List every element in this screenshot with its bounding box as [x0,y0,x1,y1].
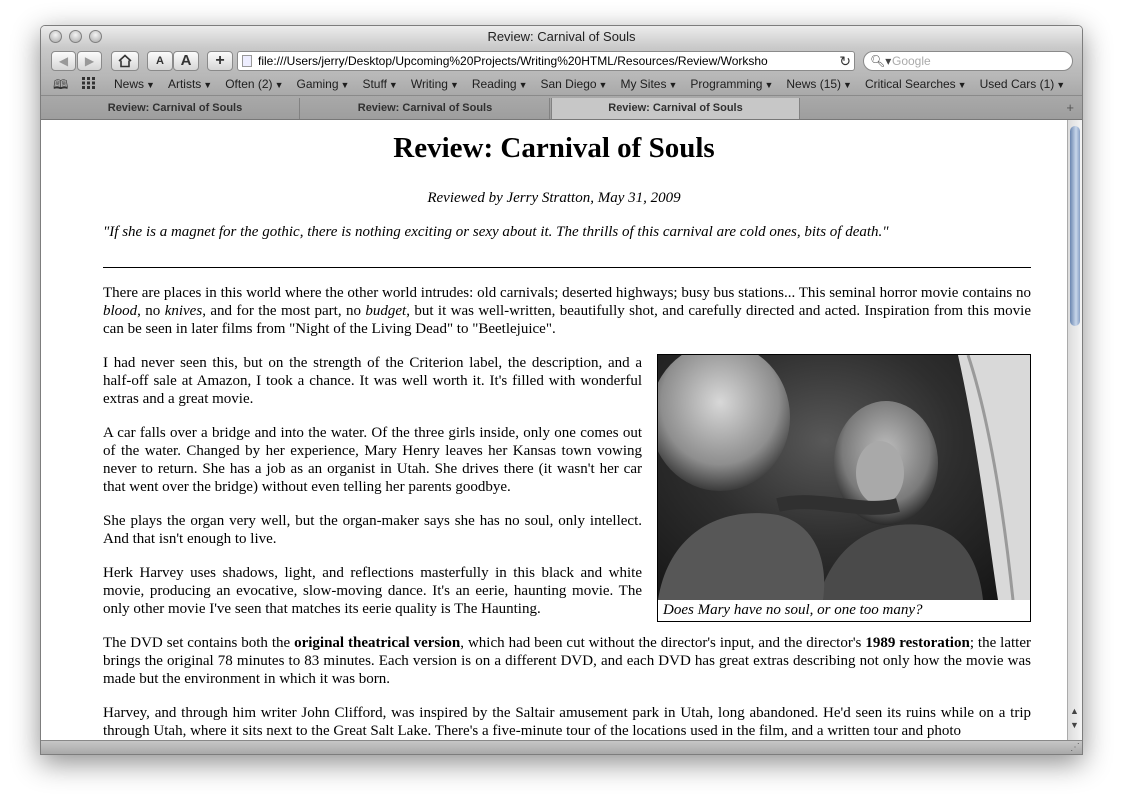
bookmark-folder[interactable] [980,74,1066,96]
bookmark-label: Programming [690,77,763,91]
scroll-down-arrow-icon[interactable]: ▼ [1070,720,1079,730]
bookmark-folder[interactable] [225,74,283,96]
chevron-down-icon: ▼ [274,80,284,90]
chevron-down-icon: ▼ [1056,80,1066,90]
paragraph-dvd [103,634,1031,688]
movie-still-figure [657,354,1031,622]
bookmark-folder[interactable] [472,74,528,96]
paragraph-organ: She plays the organ very well, but the organ-maker says she has no soul, only intellect. And that isn't enough to live. [103,513,642,547]
chevron-down-icon: ▼ [203,80,213,90]
new-tab-icon[interactable]: + [1066,100,1074,115]
title-bar[interactable] [41,26,1082,48]
bold-text: original theatrical version [294,635,461,651]
search-icon: 🔍︎▾ [870,54,892,68]
forward-arrow-icon: ▶ [84,54,95,68]
window-title: Review: Carnival of Souls [487,29,636,44]
bookmarks-bar [41,74,1082,96]
chevron-down-icon: ▼ [449,80,459,90]
page-content [41,120,1067,740]
bookmark-label: News (15) [786,77,842,91]
bookmark-folder[interactable] [114,74,155,96]
url-text[interactable]: file:///Users/jerry/Desktop/Upcoming%20Projects/Writing%20HTML/Resources/Review/Worksho [258,54,768,68]
chevron-down-icon: ▼ [764,80,774,90]
bold-text: 1989 restoration [865,635,970,651]
window-controls [49,30,102,43]
tab-3-active[interactable] [551,98,800,119]
tab-1[interactable] [51,98,300,119]
bookmark-label: Used Cars (1) [979,77,1055,91]
grid-icon[interactable] [81,76,97,93]
chevron-down-icon: ▼ [146,80,155,90]
bookmark-folder[interactable] [690,74,773,96]
page-title: Review: Carnival of Souls [393,132,715,164]
bookmark-label: News [114,77,145,91]
book-icon[interactable]: 🕮︎ [53,77,69,92]
minimize-window-button[interactable] [69,30,82,43]
vertical-scrollbar[interactable] [1067,120,1082,740]
emphasis: budget [365,303,407,319]
paragraph-plot: A car falls over a bridge and into the water. Of the three girls inside, only one comes out of the water. Changed by her experience, Mary Henry leaves her Kansas town vowing never to return. She has a job as an organist in Utah. She drives there (it wasn't her car that went over the bridge) without even telling her parents goodbye. [103,425,642,495]
back-arrow-icon: ◀ [58,54,69,68]
reload-icon[interactable]: ↻ [835,52,851,70]
bookmark-label: Writing [410,77,448,91]
chevron-down-icon: ▼ [598,80,608,90]
forward-button[interactable] [77,51,102,71]
address-bar[interactable] [237,51,855,71]
bookmark-folder[interactable] [786,74,852,96]
paragraph-saltair: Harvey, and through him writer John Clifford, was inspired by the Saltair amusement park in Utah, long abandoned. He'd seen its ruins while on a trip through Utah, where it sits next to the Great Salt Lake. There's a five-minute tour of the locations used in the film, and a written tour and photo [103,705,1031,739]
bookmark-label: Artists [167,77,202,91]
tab-2[interactable] [301,98,550,119]
scroll-up-arrow-icon[interactable]: ▲ [1070,706,1079,716]
font-larger-label: A [180,52,192,69]
close-window-button[interactable] [49,30,62,43]
search-placeholder: Google [892,54,931,68]
status-bar [41,740,1082,754]
text-run: The DVD set contains both the [103,635,295,651]
text-run: , but it was well-written, beautifully shot, and carefully directed and acted. Inspiration from this movie can be seen in later films from "Night of the Living Dead" to "Beetlejuice". [103,303,1032,337]
chevron-down-icon: ▼ [388,80,398,90]
font-larger-button[interactable] [173,51,199,71]
chevron-down-icon: ▼ [957,80,967,90]
emphasis: knives [164,303,203,319]
bookmark-folders [114,74,1065,96]
home-button[interactable] [111,51,139,71]
text-run: There are places in this world where the other world intrudes: old carnivals; deserted highways; busy bus stations... This seminal horror movie contains no [103,285,1031,301]
bookmark-label: Often (2) [225,77,273,91]
scrollbar-thumb[interactable] [1070,126,1080,326]
text-run: , no [137,303,165,319]
chevron-down-icon: ▼ [668,80,678,90]
bookmark-folder[interactable] [865,74,967,96]
font-smaller-button[interactable] [147,51,173,71]
bookmark-label: Critical Searches [864,77,956,91]
bookmark-label: San Diego [540,77,597,91]
bookmark-folder[interactable] [411,74,459,96]
emphasis: blood [103,303,138,319]
bookmark-folder[interactable] [296,74,349,96]
bookmark-folder[interactable] [168,74,212,96]
bookmark-folder[interactable] [620,74,677,96]
resize-grip-icon[interactable]: ⋰ [1070,742,1080,753]
figure-caption: Does Mary have no soul, or one too many? [663,602,923,618]
tab-label: Review: Carnival of Souls [107,102,243,114]
browser-window [40,25,1083,755]
bookmark-folder[interactable] [541,74,608,96]
toolbar [41,48,1082,74]
bookmark-label: Reading [471,77,517,91]
bookmark-label: My Sites [620,77,667,91]
paragraph-intro [103,284,1031,338]
bookmark-label: Gaming [296,77,339,91]
chevron-down-icon: ▼ [518,80,528,90]
byline: Reviewed by Jerry Stratton, May 31, 2009 [427,190,681,206]
tab-bar [41,96,1082,120]
home-icon [118,54,132,68]
text-run: ; the latter brings the original 78 minutes to 83 minutes. Each version is on a different DVD, and each DVD has great extras describing not only how the movie was made but the environment in which it was born. [103,635,1031,687]
tab-label: Review: Carnival of Souls [357,102,493,114]
pull-quote: "If she is a magnet for the gothic, there is nothing exciting or sexy about it. The thrills of this carnival are cold ones, bits of death." [103,224,889,240]
font-smaller-label: A [156,55,164,67]
movie-still-image [658,355,1030,600]
chevron-down-icon: ▼ [843,80,852,90]
search-field[interactable] [863,51,1073,71]
movie-still-drawing [658,355,1030,600]
paragraph-purchase: I had never seen this, but on the strength of the Criterion label, the description, and a half-off sale at Amazon, I took a chance. It was well worth it. It's filled with wonderful extras and a great movie. [103,355,642,407]
page-icon [242,55,252,67]
bookmark-label: Stuff [362,77,387,91]
tab-label: Review: Carnival of Souls [608,102,743,114]
add-bookmark-icon: + [215,52,225,69]
add-bookmark-button[interactable] [207,51,233,71]
chevron-down-icon: ▼ [340,80,350,90]
text-run: , which had been cut without the director's input, and the director's [460,635,866,651]
zoom-window-button[interactable] [89,30,102,43]
paragraph-style: Herk Harvey uses shadows, light, and reflections masterfully in this black and white movie, producing an evocative, slow-moving dance. It's an eerie, haunting movie. The only other movie I've seen that matches its eerie quality is The Haunting. [103,565,642,617]
text-run: , and for the most part, no [202,303,366,319]
grid-icon-shape [81,76,97,90]
back-button[interactable] [51,51,76,71]
horizontal-rule [103,267,1031,268]
bookmark-folder[interactable] [362,74,397,96]
